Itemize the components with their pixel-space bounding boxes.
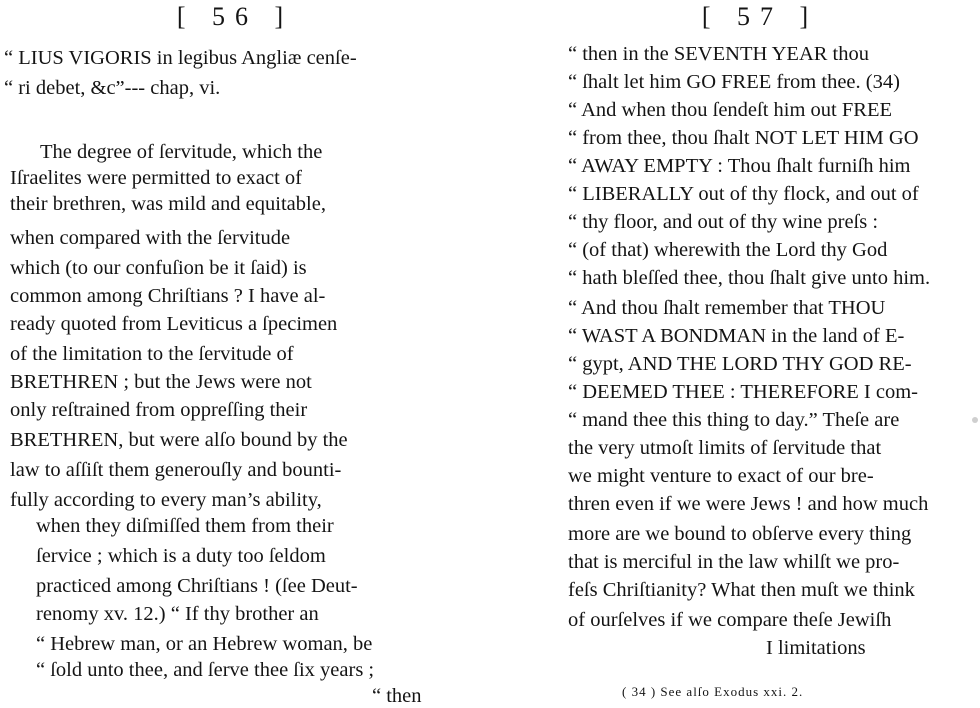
text-line: fully according to every man’s ability,: [10, 489, 322, 511]
text-line: their brethren, was mild and equitable,: [10, 193, 326, 215]
text-line: “ And thou ſhalt remember that THOU: [568, 297, 886, 319]
text-line: ready quoted from Leviticus a ſpecimen: [10, 313, 338, 335]
text-line: “ DEEMED THEE : THEREFORE I com-: [568, 381, 918, 403]
text-line: that is merciful in the law whilſt we pro-: [568, 551, 900, 573]
text-line: “ ri debet, &c”--- chap, vi.: [4, 77, 221, 99]
text-line: only reſtrained from oppreſſing their: [10, 399, 308, 421]
text-line: The degree of ſervitude, which the: [40, 141, 323, 163]
page-number-left: [ 56 ]: [176, 2, 294, 31]
text-line: “ LIBERALLY out of thy flock, and out of: [568, 183, 919, 205]
text-line: the very utmoſt limits of ſervitude that: [568, 437, 882, 459]
text-line: we might venture to exact of our bre-: [568, 465, 874, 487]
text-line: law to aſſiſt them generouſly and bounti-: [10, 459, 342, 481]
text-line: “ ſold unto thee, and ſerve thee ſix years ;: [36, 659, 375, 681]
text-line: Iſraelites were permitted to exact of: [10, 167, 302, 189]
text-line: “ LIUS VIGORIS in legibus Angliæ cenſe-: [4, 47, 357, 69]
text-line: common among Chriſtians ? I have al-: [10, 285, 326, 307]
right-page: [540, 0, 980, 708]
signature-and-catchword: I limitations: [766, 637, 866, 659]
text-line: of the limitation to the ſervitude of: [10, 343, 294, 365]
text-line: “ from thee, thou ſhalt NOT LET HIM GO: [568, 127, 919, 149]
gutter-speck: [972, 417, 978, 423]
text-line: when compared with the ſervitude: [10, 227, 291, 249]
text-line: thren even if we were Jews ! and how much: [568, 493, 929, 515]
text-line: “ Hebrew man, or an Hebrew woman, be: [36, 633, 373, 655]
text-line: BRETHREN ; but the Jews were not: [10, 371, 312, 393]
text-line: “ ſhalt let him GO FREE from thee. (34): [568, 71, 900, 93]
text-line: when they diſmiſſed them from their: [36, 515, 334, 537]
text-line: “ mand thee this thing to day.” Theſe are: [568, 409, 900, 431]
text-line: feſs Chriſtianity? What then muſt we think: [568, 579, 915, 601]
text-line: “ thy floor, and out of thy wine preſs :: [568, 211, 879, 233]
text-line: “ hath bleſſed thee, thou ſhalt give unto him.: [568, 267, 931, 289]
catchword: “ then: [372, 685, 422, 707]
text-line: which (to our confuſion be it ſaid) is: [10, 257, 307, 279]
page-number-right: [ 57 ]: [701, 2, 819, 31]
footnote: ( 34 ) See alſo Exodus xxi. 2.: [622, 684, 804, 699]
text-line: “ WAST A BONDMAN in the land of E-: [568, 325, 905, 347]
text-line: ſervice ; which is a duty too ſeldom: [36, 545, 326, 567]
text-line: renomy xv. 12.) “ If thy brother an: [36, 603, 319, 625]
text-line: “ (of that) wherewith the Lord thy God: [568, 239, 888, 261]
left-page: [0, 0, 470, 708]
text-line: “ then in the SEVENTH YEAR thou: [568, 43, 870, 65]
text-line: “ And when thou ſendeſt him out FREE: [568, 99, 892, 121]
text-line: “ AWAY EMPTY : Thou ſhalt furniſh him: [568, 155, 911, 177]
text-line: more are we bound to obſerve every thing: [568, 523, 912, 545]
text-line: BRETHREN, but were alſo bound by the: [10, 429, 348, 451]
text-line: of ourſelves if we compare theſe Jewiſh: [568, 609, 892, 631]
text-line: “ gypt, AND THE LORD THY GOD RE-: [568, 353, 912, 375]
text-line: practiced among Chriſtians ! (ſee Deut-: [36, 575, 358, 597]
